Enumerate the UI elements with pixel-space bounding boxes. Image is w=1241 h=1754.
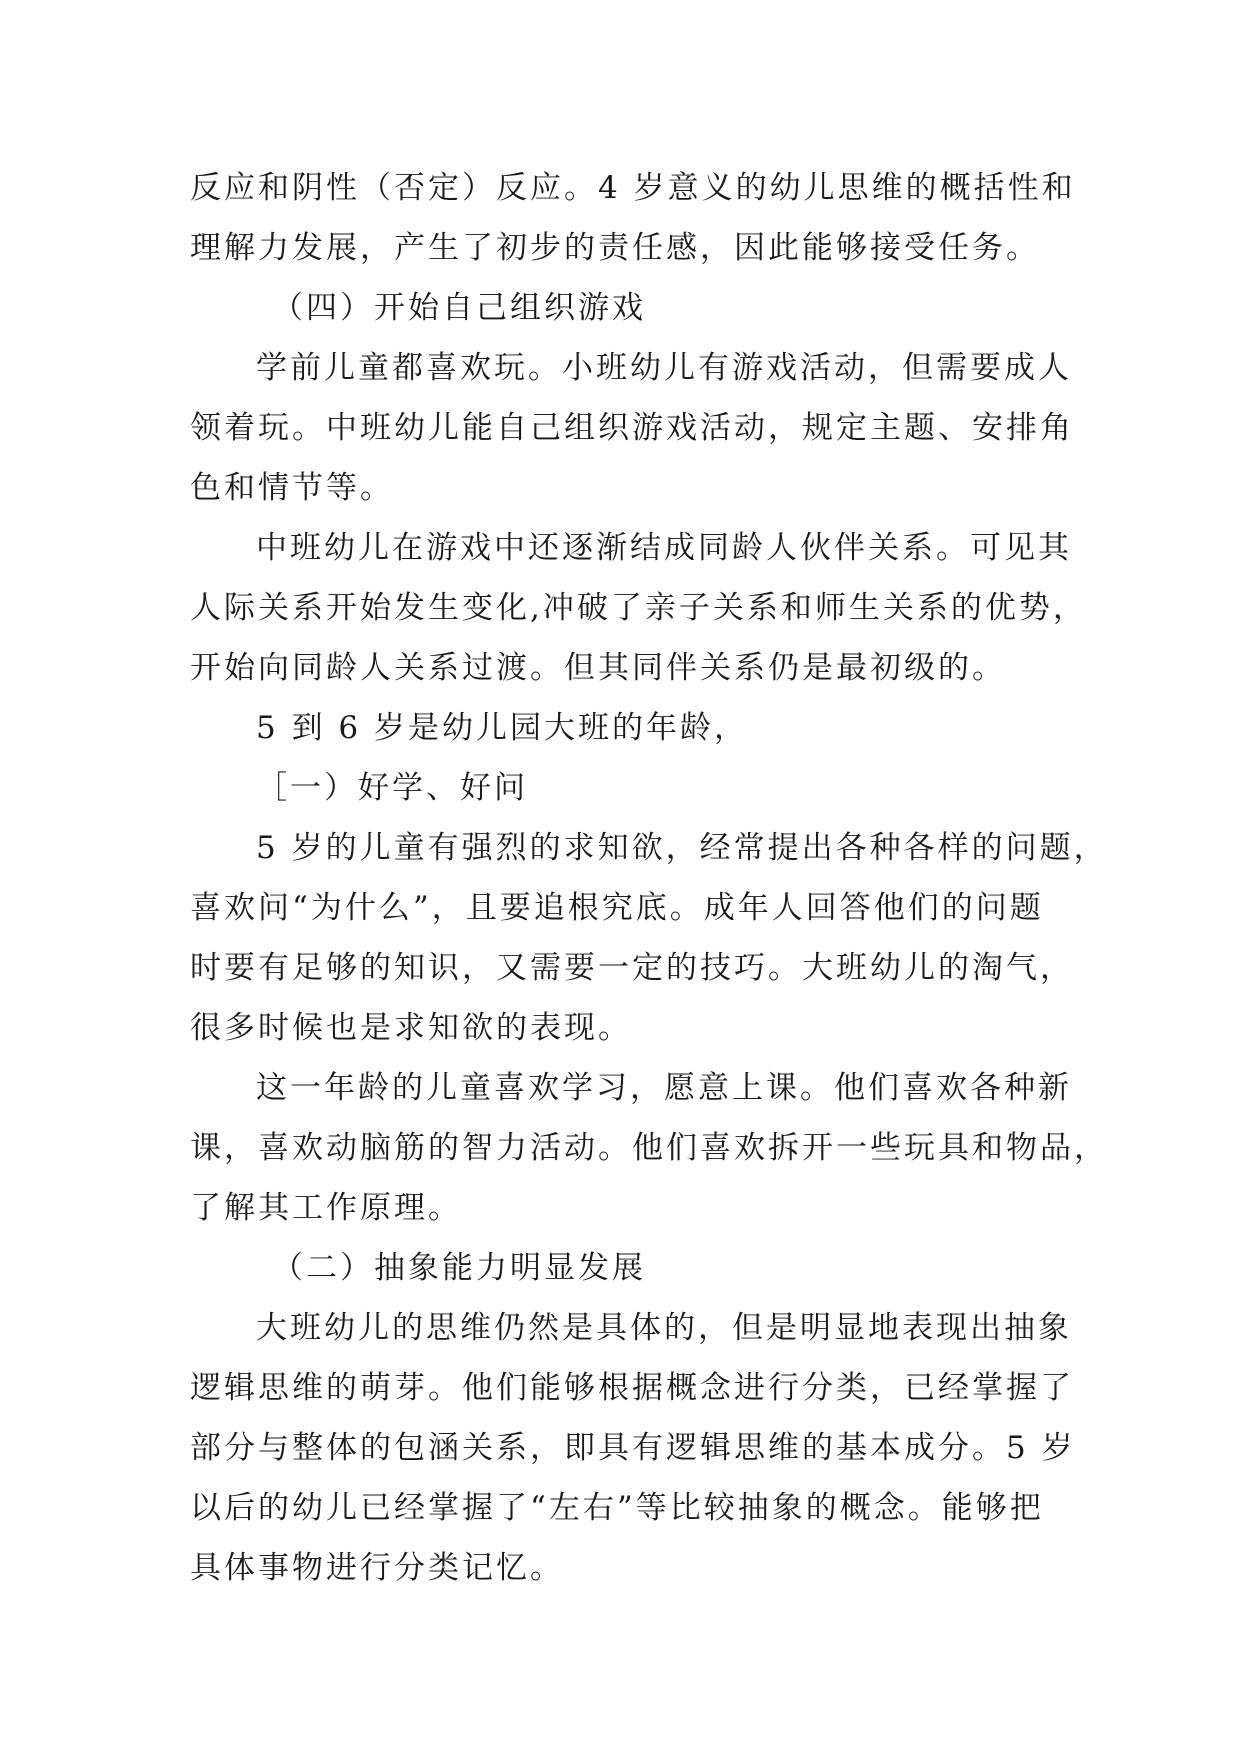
text-line: 领着玩。中班幼儿能自己组织游戏活动，规定主题、安排角 [190, 410, 1074, 446]
text-line: 理解力发展，产生了初步的责任感，因此能够接受任务。 [190, 230, 1040, 266]
paragraph-start: 5 岁的儿童有强烈的求知欲，经常提出各种各样的问题， [256, 830, 1108, 866]
text-line: 课，喜欢动脑筋的智力活动。他们喜欢拆开一些玩具和物品， [190, 1130, 1108, 1166]
paragraph-start: 学前儿童都喜欢玩。小班幼儿有游戏活动，但需要成人 [256, 350, 1072, 386]
text-line: 了解其工作原理。 [190, 1190, 462, 1226]
document-body [190, 158, 1108, 1598]
text-line: 以后的幼儿已经掌握了“左右”等比较抽象的概念。能够把 [190, 1490, 1044, 1526]
section-heading: （二）抽象能力明显发展 [272, 1250, 646, 1286]
text-line: 开始向同龄人关系过渡。但其同伴关系仍是最初级的。 [190, 650, 1006, 686]
paragraph-start: 中班幼儿在游戏中还逐渐结成同龄人伙伴关系。可见其 [256, 530, 1072, 566]
section-heading: （四）开始自己组织游戏 [272, 290, 646, 326]
text-line: 人际关系开始发生变化,冲破了亲子关系和师生关系的优势， [190, 590, 1087, 626]
section-heading: ［一）好学、好问 [256, 770, 528, 806]
text-line: 很多时候也是求知欲的表现。 [190, 1010, 632, 1046]
text-line: 时要有足够的知识，又需要一定的技巧。大班幼儿的淘气， [190, 950, 1074, 986]
text-line: 喜欢问“为什么”，且要追根究底。成年人回答他们的问题 [190, 890, 1044, 926]
text-line: 反应和阴性（否定）反应。4 岁意义的幼儿思维的概括性和 [190, 170, 1076, 206]
text-line: 具体事物进行分类记忆。 [190, 1550, 564, 1586]
paragraph-start: 5 到 6 岁是幼儿园大班的年龄， [256, 710, 749, 746]
text-line: 部分与整体的包涵关系，即具有逻辑思维的基本成分。5 岁 [190, 1430, 1076, 1466]
text-line: 逻辑思维的萌芽。他们能够根据概念进行分类，已经掌握了 [190, 1370, 1074, 1406]
paragraph-start: 大班幼儿的思维仍然是具体的，但是明显地表现出抽象 [256, 1310, 1072, 1346]
text-line: 色和情节等。 [190, 470, 394, 506]
paragraph-start: 这一年龄的儿童喜欢学习，愿意上课。他们喜欢各种新 [256, 1070, 1072, 1106]
